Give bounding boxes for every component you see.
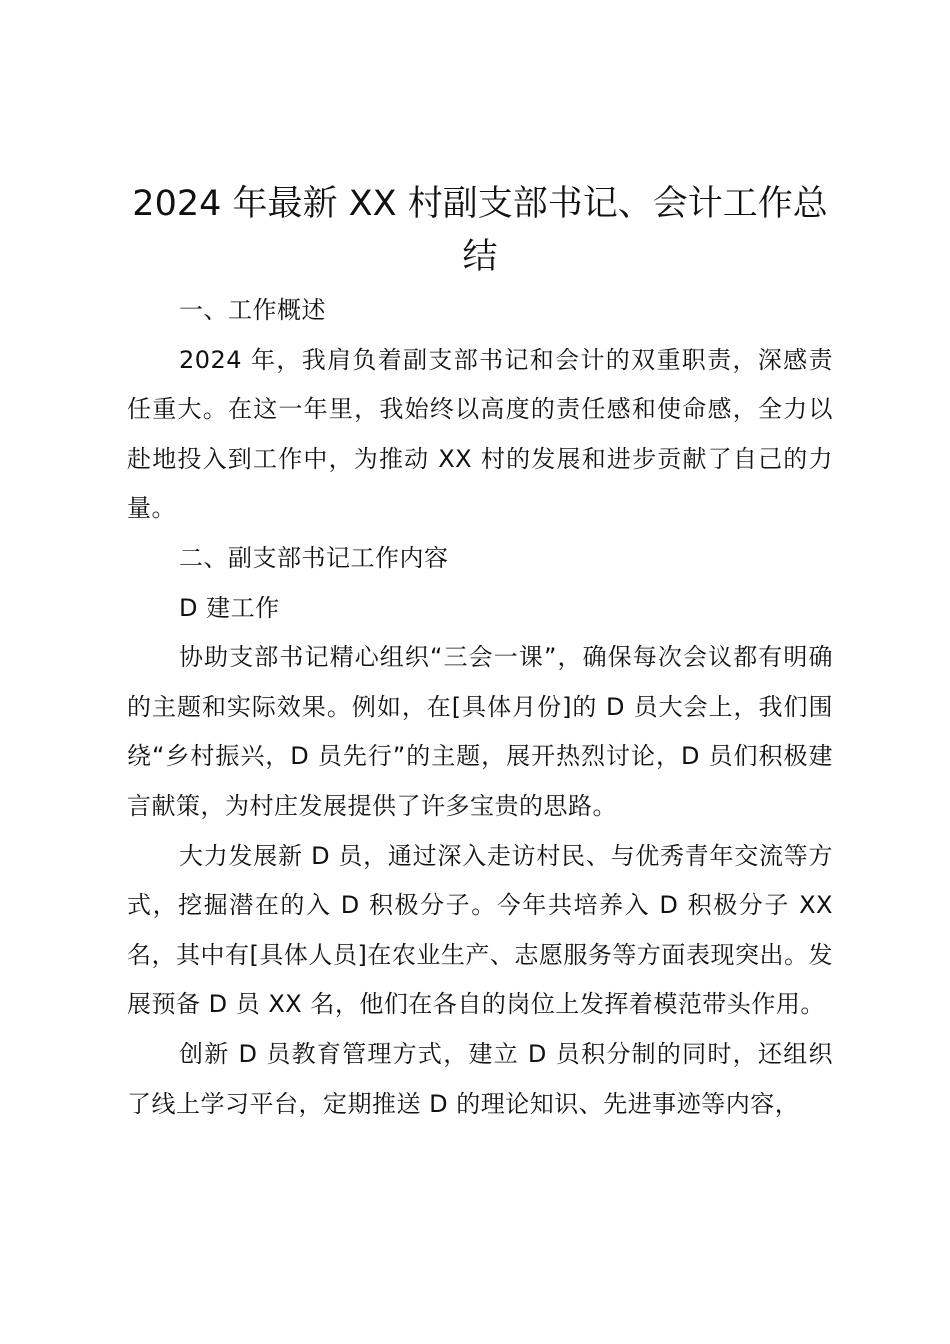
paragraph-meetings: 协助支部书记精心组织“三会一课”，确保每次会议都有明确的主题和实际效果。例如，在[具体月份]的 D 员大会上，我们围绕“乡村振兴，D 员先行”的主题，展开热烈讨论，D 员们积极建言献策，为村庄发展提供了许多宝贵的思路。: [127, 643, 833, 820]
document-title: 2024 年最新 XX 村副支部书记、会计工作总结: [132, 184, 828, 277]
section-heading-deputy-secretary: 二、副支部书记工作内容: [179, 543, 449, 572]
section-heading-overview: 一、工作概述: [179, 296, 326, 324]
paragraph-overview: 2024 年，我肩负着副支部书记和会计的双重职责，深感责任重大。在这一年里，我始终以高度的责任感和使命感，全力以赴地投入到工作中，为推动 XX 村的发展和进步贡献了自己的力量。: [127, 345, 833, 523]
paragraph-new-members: 大力发展新 D 员，通过深入走访村民、与优秀青年交流等方式，挖掘潜在的入 D 积极分子。今年共培养入 D 积极分子 XX 名，其中有[具体人员]在农业生产、志愿服务等方面表现突出。发展预备 D 员 XX 名，他们在各自的岗位上发挥着模范带头作用。: [127, 841, 833, 1019]
document-body: [127, 178, 833, 1129]
paragraph-education-management: 创新 D 员教育管理方式，建立 D 员积分制的同时，还组织了线上学习平台，定期推送 D 的理论知识、先进事迹等内容，: [127, 1039, 833, 1118]
subheading-party-building: D 建工作: [179, 593, 280, 622]
